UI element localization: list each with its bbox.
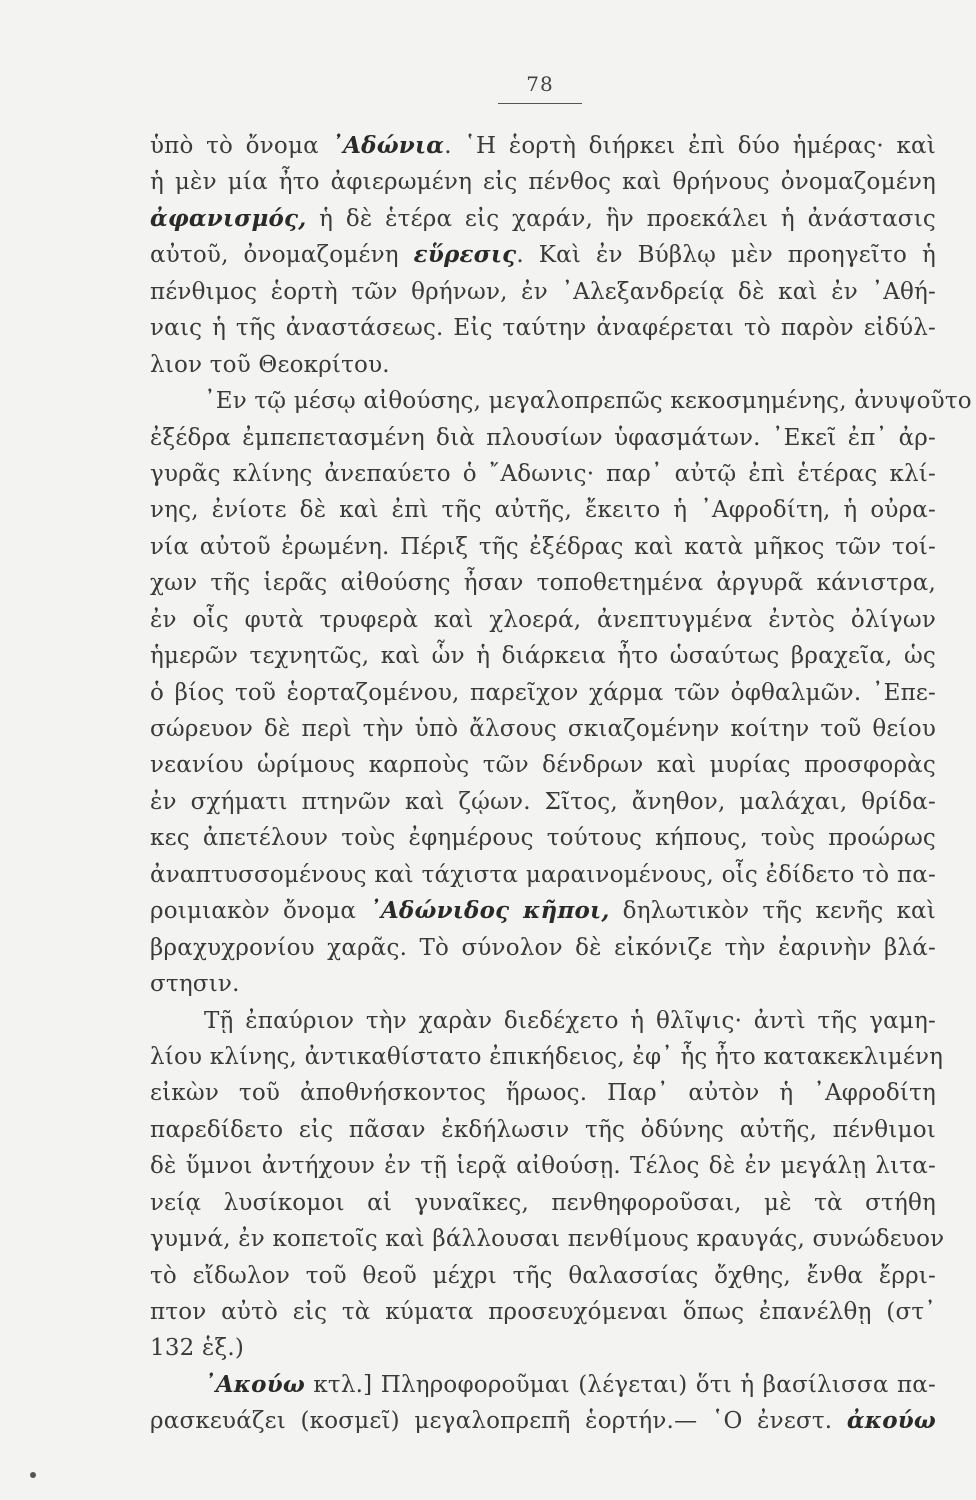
text-line [150,1258,936,1294]
text-segment: ρασκευάζει (κοσμεῖ) μεγαλοπρεπῆ ἑορτήν.— ῾Ο ἐνεστ. [150,1408,847,1435]
text-line [150,347,936,383]
text-line [150,1003,936,1039]
text-segment: ροιμιακὸν ὄνομα [150,898,370,925]
text-segment: νης, ἐνίοτε δὲ καὶ ἐπὶ τῆς αὐτῆς, ἔκειτο ἡ ᾿Αφροδίτη, ἡ οὐρα- [150,497,936,524]
text-line [150,1403,936,1439]
text-segment: κες ἀπετέλουν τοὺς ἐφημέρους τούτους κήπους, τοὺς προώρως [150,825,936,852]
text-line [150,966,936,1002]
text-line [150,820,936,856]
text-segment: Τῇ ἐπαύριον τὴν χαρὰν διεδέχετο ἡ θλῖψις· ἀντὶ τῆς γαμη- [204,1007,936,1034]
text-segment: λιον τοῦ Θεοκρίτου. [150,351,390,378]
page-number-rule [498,103,582,104]
text-segment: αὐτοῦ, ὀνομαζομένη [150,242,414,269]
text-line [150,893,936,929]
text-line [150,857,936,893]
text-segment: γυρᾶς κλίνης ἀνεπαύετο ὁ ῎Αδωνις· παρ᾿ αὐτῷ ἐπὶ ἑτέρας κλί- [150,460,936,487]
text-segment: νεανίου ὡρίμους καρποὺς τῶν δένδρων καὶ μυρίας προσφορὰς [150,752,936,779]
text-segment: τὸ εἴδωλον τοῦ θεοῦ μέχρι τῆς θαλασσίας ὄχθης, ἔνθα ἔρρι- [150,1262,936,1289]
text-line [150,675,936,711]
emphasized-term: ἀφανισμός, [150,204,307,232]
text-segment: ᾿Εν τῷ μέσῳ αἰθούσης, μεγαλοπρεπῶς κεκοσμημένης, ἀνυψοῦτο [204,388,972,415]
text-line [150,274,936,310]
text-line [150,747,936,783]
body-text [150,128,972,1440]
text-segment: λίου κλίνης, ἀντικαθίστατο ἐπικήδειος, ἐφ᾿ ἧς ἦτο κατακεκλιμένη [150,1043,944,1070]
text-segment: νείᾳ λυσίκομοι αἱ γυναῖκες, πενθηφοροῦσαι, μὲ τὰ στήθη [150,1189,936,1216]
text-segment: ὁ βίος τοῦ ἑορταζομένου, παρεῖχον χάρμα τῶν ὀφθαλμῶν. ᾿Επε- [150,679,936,706]
page-number: 78 [526,72,554,96]
text-segment: βραχυχρονίου χαρᾶς. Τὸ σύνολον δὲ εἰκόνιζε τὴν ἐαρινὴν βλά- [150,934,936,961]
text-segment: πένθιμος ἑορτὴ τῶν θρήνων, ἐν ᾿Αλεξανδρείᾳ δὲ καὶ ἐν ᾿Αθή- [150,278,936,305]
emphasized-term: ᾿Αδώνιδος κῆποι, [369,897,610,925]
text-line [150,784,936,820]
text-line [150,128,936,164]
text-segment: . ῾Η ἑορτὴ διήρκει ἐπὶ δύο ἡμέρας· καὶ [444,133,936,159]
text-segment: στησιν. [150,971,240,998]
text-line [150,164,936,200]
text-segment: ἡμερῶν τεχνητῶς, καὶ ὧν ἡ διάρκεια ἦτο ὡσαύτως βραχεῖα, ὡς [150,643,936,670]
text-line [150,529,936,565]
text-segment: 132 ἑξ.) [150,1335,245,1362]
text-segment: νία αὐτοῦ ἐρωμένη. Πέριξ τῆς ἐξέδρας καὶ κατὰ μῆκος τῶν τοί- [150,533,936,560]
text-line [150,638,936,674]
text-line [150,1330,936,1366]
text-line [150,1367,936,1403]
text-segment: γυμνά, ἐν κοπετοῖς καὶ βάλλουσαι πενθίμους κραυγάς, συνώδευον [150,1226,945,1253]
text-line [150,420,936,456]
text-line [150,310,936,346]
text-line [150,201,936,237]
emphasized-term: ᾿Αδώνια [331,132,445,159]
text-segment: κτλ.] Πληροφοροῦμαι (λέγεται) ὅτι ἡ βασίλισσα πα- [304,1371,936,1398]
text-segment: ἐξέδρα ἐμπεπετασμένη διὰ πλουσίων ὑφασμάτων. ᾿Εκεῖ ἐπ᾿ ἀρ- [150,424,936,451]
text-line [150,1294,936,1330]
text-segment: πτον αὐτὸ εἰς τὰ κύματα προσευχόμεναι ὅπως ἐπανέλθῃ (στ᾿ [150,1299,936,1325]
text-segment: ὑπὸ τὸ ὄνομα [150,133,332,159]
text-segment: ἀναπτυσσομένους καὶ τάχιστα μαραινομένους, οἷς ἐδίδετο τὸ πα- [150,861,936,888]
text-line [150,930,936,966]
text-segment: ναις ἡ τῆς ἀναστάσεως. Εἰς ταύτην ἀναφέρεται τὸ παρὸν εἰδύλ- [150,315,936,342]
text-segment: ἡ μὲν μία ἦτο ἀφιερωμένη εἰς πένθος καὶ θρήνους ὀνομαζομένη [150,169,936,196]
text-line [150,383,972,419]
text-segment: χων τῆς ἱερᾶς αἰθούσης ἦσαν τοποθετημένα ἀργυρᾶ κάνιστρα, [150,570,936,597]
text-segment: ἐν σχήματι πτηνῶν καὶ ζῴων. Σῖτος, ἄνηθον, μαλάχαι, θρίδα- [150,788,936,815]
emphasized-term: ᾿Ακούω [204,1370,305,1398]
text-line [150,711,936,747]
text-line [150,1185,936,1221]
text-line [150,1112,936,1148]
emphasized-term: εὕρεσις [413,241,517,269]
text-line [150,1039,944,1075]
text-line [150,565,936,601]
text-line [150,602,936,638]
text-segment: . Καὶ ἐν Βύβλῳ μὲν προηγεῖτο ἡ [516,242,936,269]
text-line [150,492,936,528]
print-speck [30,1472,36,1478]
text-segment: παρεδίδετο εἰς πᾶσαν ἐκδήλωσιν τῆς ὀδύνης αὐτῆς, πένθιμοι [150,1116,936,1143]
text-line [150,1148,936,1184]
text-line [150,237,936,273]
text-segment: εἰκὼν τοῦ ἀποθνήσκοντος ἥρωος. Παρ᾿ αὐτὸν ἡ ᾿Αφροδίτη [150,1080,936,1107]
text-segment: σώρευον δὲ περὶ τὴν ὑπὸ ἄλσους σκιαζομένην κοίτην τοῦ θείου [150,716,936,742]
text-line [150,1075,936,1111]
text-segment: ἐν οἷς φυτὰ τρυφερὰ καὶ χλοερά, ἀνεπτυγμένα ἐντὸς ὀλίγων [150,606,936,633]
text-segment: ἡ δὲ ἑτέρα εἰς χαράν, ἣν προεκάλει ἡ ἀνάστασις [306,205,936,232]
text-segment: δὲ ὕμνοι ἀντήχουν ἐν τῇ ἱερᾷ αἰθούσῃ. Τέλος δὲ ἐν μεγάλῃ λιτα- [150,1153,936,1180]
text-line [150,456,936,492]
emphasized-term: ἀκούω [846,1407,936,1435]
text-segment: δηλωτικὸν τῆς κενῆς καὶ [609,898,937,925]
text-line [150,1221,945,1257]
